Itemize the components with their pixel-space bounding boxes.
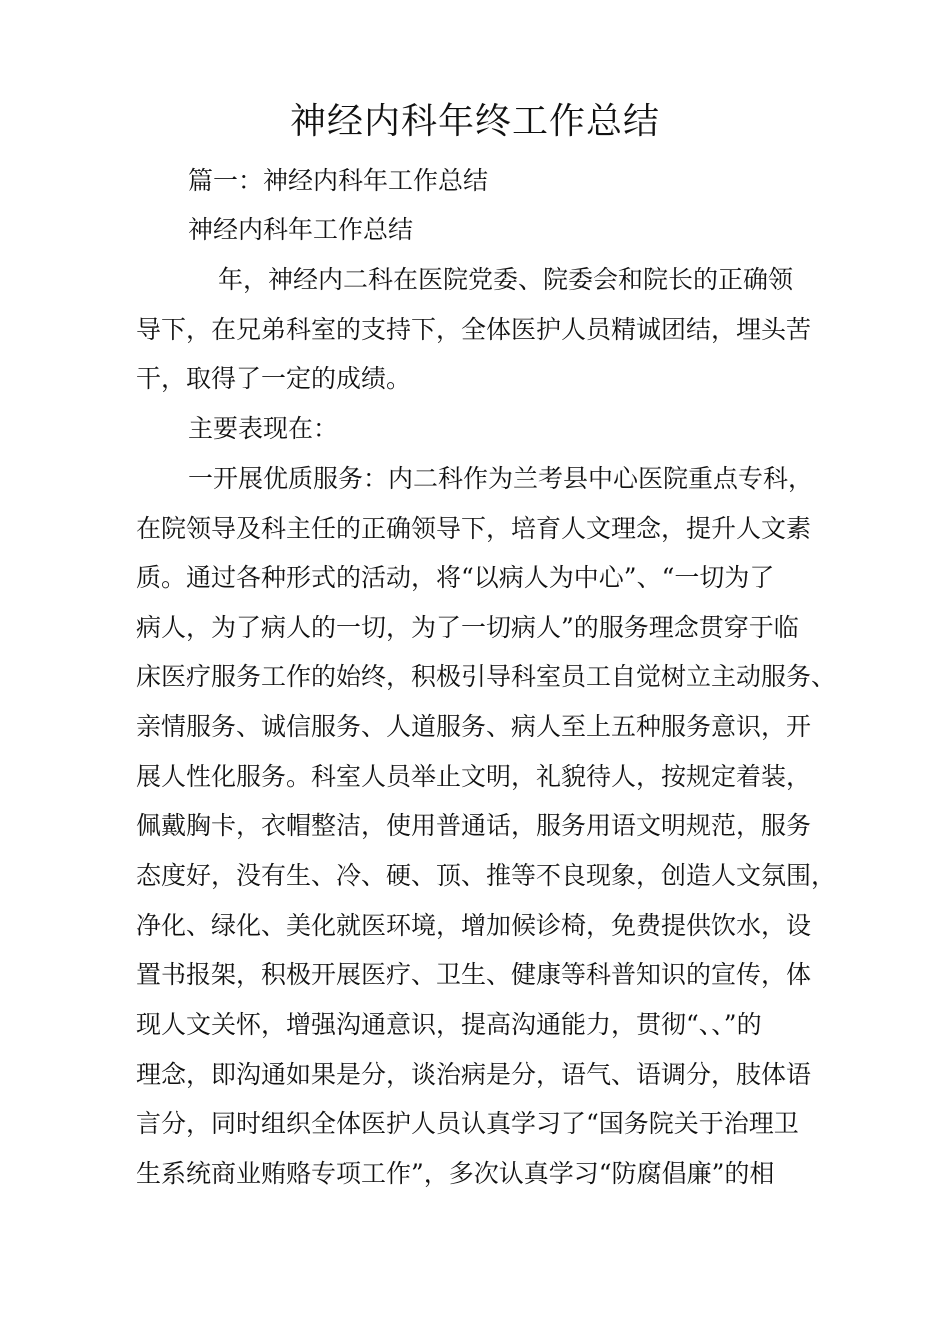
- paragraph-line: 生系统商业贿赂专项工作”，多次认真学习“防腐倡廉”的相: [136, 1159, 775, 1188]
- paragraph-line: 病人，为了病人的一切，为了一切病人”的服务理念贯穿于临: [136, 613, 799, 642]
- subheading: 神经内科年工作总结: [188, 215, 414, 244]
- paragraph-line: 理念，即沟通如果是分，谈治病是分，语气、语调分，肢体语: [136, 1060, 812, 1089]
- paragraph-line: 言分，同时组织全体医护人员认真学习了“国务院关于治理卫: [136, 1109, 799, 1138]
- paragraph-line: 态度好，没有生、冷、硬、顶、推等不良现象，创造人文氛围，: [136, 861, 837, 890]
- paragraph-line: 置书报架，积极开展医疗、卫生、健康等科普知识的宣传，体: [136, 960, 812, 989]
- paragraph-line: 在院领导及科主任的正确领导下，培育人文理念，提升人文素: [136, 514, 812, 543]
- paragraph-line: 年，神经内二科在医院党委、院委会和院长的正确领: [218, 265, 794, 294]
- paragraph-line: 一开展优质服务：内二科作为兰考县中心医院重点专科，: [188, 464, 814, 493]
- paragraph-line: 干，取得了一定的成绩。: [136, 364, 412, 393]
- paragraph-line: 质。通过各种形式的活动，将“以病人为中心”、“一切为了: [136, 563, 775, 592]
- paragraph-line: 佩戴胸卡，衣帽整洁，使用普通话，服务用语文明规范，服务: [136, 811, 812, 840]
- paragraph-line: 净化、绿化、美化就医环境，增加候诊椅，免费提供饮水，设: [136, 911, 812, 940]
- paragraph-line: 亲情服务、诚信服务、人道服务、病人至上五种服务意识，开: [136, 712, 812, 741]
- paragraph-line: 现人文关怀，增强沟通意识，提高沟通能力，贯彻“、、”的: [136, 1010, 762, 1039]
- paragraph-line: 导下，在兄弟科室的支持下，全体医护人员精诚团结，埋头苦: [136, 315, 812, 344]
- section-heading: 篇一：神经内科年工作总结: [188, 166, 489, 195]
- paragraph-line: 主要表现在：: [188, 414, 339, 443]
- paragraph-line: 展人性化服务。科室人员举止文明，礼貌待人，按规定着装，: [136, 762, 812, 791]
- document-title: 神经内科年终工作总结: [289, 101, 660, 142]
- paragraph-line: 床医疗服务工作的始终，积极引导科室员工自觉树立主动服务、: [136, 662, 837, 691]
